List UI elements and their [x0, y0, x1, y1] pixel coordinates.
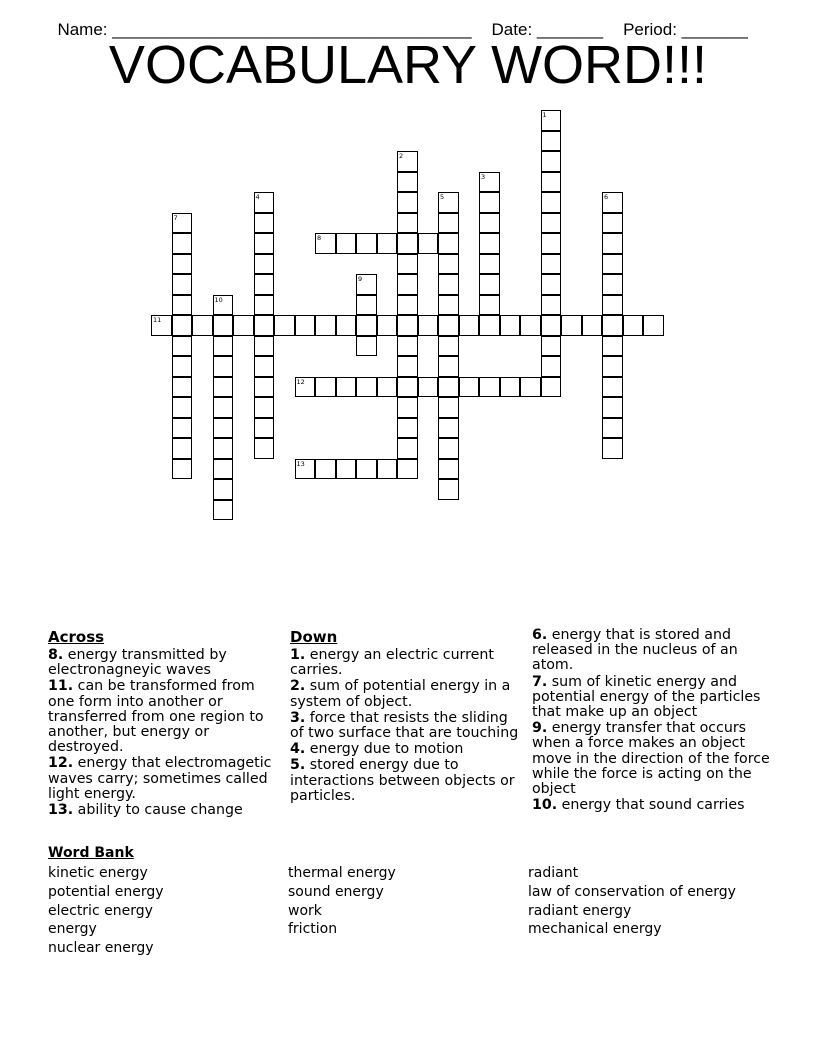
grid-cell[interactable] [602, 213, 623, 234]
grid-cell[interactable] [602, 397, 623, 418]
word-bank-heading: Word Bank [48, 845, 134, 861]
grid-cell[interactable] [397, 336, 418, 357]
grid-cell[interactable] [602, 233, 623, 254]
grid-cell[interactable] [377, 233, 398, 254]
grid-cell[interactable] [541, 213, 562, 234]
grid-cell[interactable] [397, 172, 418, 193]
grid-cell[interactable] [254, 356, 275, 377]
grid-cell[interactable] [397, 356, 418, 377]
down-clues [290, 628, 522, 805]
clue-number: 8 [317, 234, 322, 242]
grid-cell[interactable] [172, 254, 193, 275]
word-bank-item: electric energy [48, 902, 153, 919]
word-bank-item: law of conservation of energy [528, 883, 736, 900]
grid-cell[interactable] [213, 315, 234, 336]
word-bank-item: kinetic energy [48, 865, 148, 881]
grid-cell[interactable] [459, 377, 480, 398]
grid-cell[interactable] [254, 438, 275, 459]
name-field-label: Name: ______________________________________ [57, 20, 472, 39]
grid-cell[interactable] [541, 356, 562, 377]
grid-cell[interactable] [274, 315, 295, 336]
grid-cell[interactable] [602, 377, 623, 398]
grid-cell[interactable] [397, 213, 418, 234]
grid-cell[interactable] [192, 315, 213, 336]
grid-cell[interactable] [438, 233, 459, 254]
grid-cell[interactable] [172, 336, 193, 357]
grid-cell[interactable] [541, 172, 562, 193]
grid-cell[interactable] [438, 192, 459, 213]
grid-cell[interactable] [479, 315, 500, 336]
grid-cell[interactable] [254, 274, 275, 295]
grid-cell[interactable] [602, 192, 623, 213]
word-bank-column-1 [48, 864, 164, 958]
grid-cell[interactable] [438, 356, 459, 377]
grid-cell[interactable] [541, 336, 562, 357]
grid-cell[interactable] [602, 254, 623, 275]
grid-cell[interactable] [336, 459, 357, 480]
grid-cell[interactable] [602, 295, 623, 316]
grid-cell[interactable] [623, 315, 644, 336]
grid-cell[interactable] [479, 254, 500, 275]
grid-cell[interactable] [172, 459, 193, 480]
word-bank-item: nuclear energy [48, 940, 154, 957]
grid-cell[interactable] [602, 356, 623, 377]
grid-cell[interactable] [172, 295, 193, 316]
grid-cell[interactable] [356, 377, 377, 398]
grid-cell[interactable] [172, 397, 193, 418]
grid-cell[interactable] [561, 315, 582, 336]
word-bank-item: radiant [528, 865, 579, 881]
grid-cell[interactable] [418, 315, 439, 336]
grid-cell[interactable] [500, 315, 521, 336]
grid-cell[interactable] [315, 377, 336, 398]
grid-cell[interactable] [438, 213, 459, 234]
grid-cell[interactable] [541, 295, 562, 316]
grid-cell[interactable] [541, 110, 562, 131]
word-bank-item: mechanical energy [528, 921, 662, 938]
word-bank-item: sound energy [288, 883, 384, 900]
grid-cell[interactable] [356, 233, 377, 254]
grid-cell[interactable] [254, 192, 275, 213]
grid-cell[interactable] [172, 233, 193, 254]
date-field-label: Date: _______ [491, 20, 604, 39]
down-clue: 2. sum of potential energy in a system of object. [290, 678, 511, 710]
clue-number: 4 [255, 193, 260, 201]
down-clue: 5. stored energy due to interactions between objects or particles. [290, 757, 515, 804]
grid-cell[interactable] [336, 377, 357, 398]
grid-cell[interactable] [602, 438, 623, 459]
period-field-label: Period: _______ [623, 20, 748, 39]
across-clue: 13. ability to cause change [48, 802, 243, 819]
grid-cell[interactable] [172, 438, 193, 459]
grid-cell[interactable] [254, 213, 275, 234]
grid-cell[interactable] [295, 459, 316, 480]
down-clues-continued [532, 628, 770, 814]
word-bank-item: energy [48, 921, 97, 938]
grid-cell[interactable] [151, 315, 172, 336]
grid-cell[interactable] [438, 377, 459, 398]
grid-cell[interactable] [233, 315, 254, 336]
grid-cell[interactable] [397, 254, 418, 275]
down-heading: Down [290, 628, 338, 646]
grid-cell[interactable] [479, 274, 500, 295]
clue-number: 12 [296, 377, 305, 386]
grid-cell[interactable] [438, 274, 459, 295]
clue-number: 5 [440, 193, 445, 201]
grid-cell[interactable] [418, 233, 439, 254]
grid-cell[interactable] [643, 315, 664, 336]
grid-cell[interactable] [377, 459, 398, 480]
grid-cell[interactable] [377, 315, 398, 336]
grid-cell[interactable] [541, 233, 562, 254]
grid-cell[interactable] [500, 377, 521, 398]
grid-cell[interactable] [438, 438, 459, 459]
grid-cell[interactable] [213, 500, 234, 521]
clue-number: 3 [481, 172, 486, 181]
clue-number: 2 [399, 152, 404, 160]
grid-cell[interactable] [541, 274, 562, 295]
grid-cell[interactable] [479, 172, 500, 193]
grid-cell[interactable] [315, 459, 336, 480]
grid-cell[interactable] [582, 315, 603, 336]
down-clue: 7. sum of kinetic energy and potential energy of the particles that make up an object [532, 673, 761, 721]
grid-cell[interactable] [377, 377, 398, 398]
grid-cell[interactable] [479, 377, 500, 398]
grid-cell[interactable] [541, 151, 562, 172]
grid-cell[interactable] [479, 295, 500, 316]
clue-number: 9 [358, 275, 363, 283]
grid-cell[interactable] [213, 377, 234, 398]
grid-cell[interactable] [213, 397, 234, 418]
grid-cell[interactable] [459, 315, 480, 336]
grid-cell[interactable] [213, 295, 234, 316]
grid-cell[interactable] [541, 315, 562, 336]
grid-cell[interactable] [541, 377, 562, 398]
grid-cell[interactable] [356, 459, 377, 480]
grid-cell[interactable] [315, 315, 336, 336]
grid-cell[interactable] [172, 377, 193, 398]
grid-cell[interactable] [479, 213, 500, 234]
grid-cell[interactable] [520, 377, 541, 398]
grid-cell[interactable] [254, 295, 275, 316]
grid-cell[interactable] [397, 418, 418, 439]
grid-cell[interactable] [213, 459, 234, 480]
grid-cell[interactable] [213, 438, 234, 459]
grid-cell[interactable] [356, 274, 377, 295]
grid-cell[interactable] [213, 479, 234, 500]
across-clues [48, 628, 284, 819]
grid-cell[interactable] [356, 315, 377, 336]
clue-number: 1 [542, 111, 547, 119]
grid-cell[interactable] [295, 315, 316, 336]
grid-cell[interactable] [438, 315, 459, 336]
across-clue: 12. energy that electromagetic waves carry; sometimes called light energy. [48, 755, 272, 802]
grid-cell[interactable] [397, 274, 418, 295]
grid-cell[interactable] [602, 418, 623, 439]
grid-cell[interactable] [438, 295, 459, 316]
grid-cell[interactable] [397, 192, 418, 213]
clue-number: 11 [153, 316, 162, 324]
grid-cell[interactable] [356, 295, 377, 316]
word-bank-item: thermal energy [288, 865, 396, 881]
down-clue: 10. energy that sound carries [532, 797, 745, 814]
grid-cell[interactable] [213, 336, 234, 357]
grid-cell[interactable] [254, 418, 275, 439]
grid-cell[interactable] [254, 377, 275, 398]
down-clue: 6. energy that is stored and released in the nucleus of an atom. [532, 627, 738, 674]
grid-cell[interactable] [254, 254, 275, 275]
grid-cell[interactable] [397, 295, 418, 316]
grid-cell[interactable] [541, 131, 562, 152]
down-clue: 1. energy an electric current carries. [290, 647, 494, 679]
grid-cell[interactable] [254, 315, 275, 336]
grid-cell[interactable] [336, 233, 357, 254]
word-bank-item: work [288, 902, 322, 919]
clue-number: 10 [214, 295, 223, 304]
clue-number: 6 [604, 193, 609, 201]
grid-cell[interactable] [438, 418, 459, 439]
clue-number: 7 [173, 213, 178, 222]
grid-cell[interactable] [602, 315, 623, 336]
across-clue: 11. can be transformed from one form into another or transferred from one region to another, but energy or destroyed. [48, 678, 264, 756]
grid-cell[interactable] [295, 377, 316, 398]
grid-cell[interactable] [172, 418, 193, 439]
grid-cell[interactable] [520, 315, 541, 336]
grid-cell[interactable] [541, 192, 562, 213]
grid-cell[interactable] [418, 377, 439, 398]
grid-cell[interactable] [397, 315, 418, 336]
grid-cell[interactable] [397, 233, 418, 254]
page-title: VOCABULARY WORD!!! [108, 35, 708, 95]
down-clue: 3. force that resists the sliding of two surface that are touching [290, 709, 519, 742]
grid-cell[interactable] [172, 356, 193, 377]
word-bank-item: radiant energy [528, 902, 632, 919]
grid-cell[interactable] [479, 192, 500, 213]
grid-cell[interactable] [602, 336, 623, 357]
grid-cell[interactable] [438, 254, 459, 275]
grid-cell[interactable] [541, 254, 562, 275]
grid-cell[interactable] [172, 213, 193, 234]
grid-cell[interactable] [254, 233, 275, 254]
grid-cell[interactable] [336, 315, 357, 336]
grid-cell[interactable] [397, 397, 418, 418]
grid-cell[interactable] [438, 336, 459, 357]
clue-number: 13 [296, 459, 305, 468]
grid-cell[interactable] [213, 418, 234, 439]
grid-cell[interactable] [602, 274, 623, 295]
grid-cell[interactable] [356, 336, 377, 357]
grid-cell[interactable] [172, 274, 193, 295]
across-clue: 8. energy transmitted by electronagneyic waves [48, 647, 227, 679]
word-bank-column-3 [528, 864, 736, 939]
down-clue: 4. energy due to motion [290, 741, 464, 758]
grid-cell[interactable] [172, 315, 193, 336]
grid-cell[interactable] [397, 438, 418, 459]
grid-cell[interactable] [438, 459, 459, 480]
grid-cell[interactable] [397, 459, 418, 480]
word-bank-column-2 [288, 864, 396, 939]
grid-cell[interactable] [315, 233, 336, 254]
across-heading: Across [48, 628, 105, 646]
word-bank-item: friction [288, 921, 338, 938]
down-clue: 9. energy transfer that occurs when a force makes an object move in the direction of the force while the force is acting on the object [532, 720, 770, 798]
grid-cell[interactable] [397, 151, 418, 172]
grid-cell[interactable] [254, 336, 275, 357]
grid-cell[interactable] [438, 397, 459, 418]
grid-cell[interactable] [479, 233, 500, 254]
grid-cell[interactable] [213, 356, 234, 377]
word-bank-item: potential energy [48, 883, 164, 900]
grid-cell[interactable] [397, 377, 418, 398]
grid-cell[interactable] [254, 397, 275, 418]
grid-cell[interactable] [438, 479, 459, 500]
